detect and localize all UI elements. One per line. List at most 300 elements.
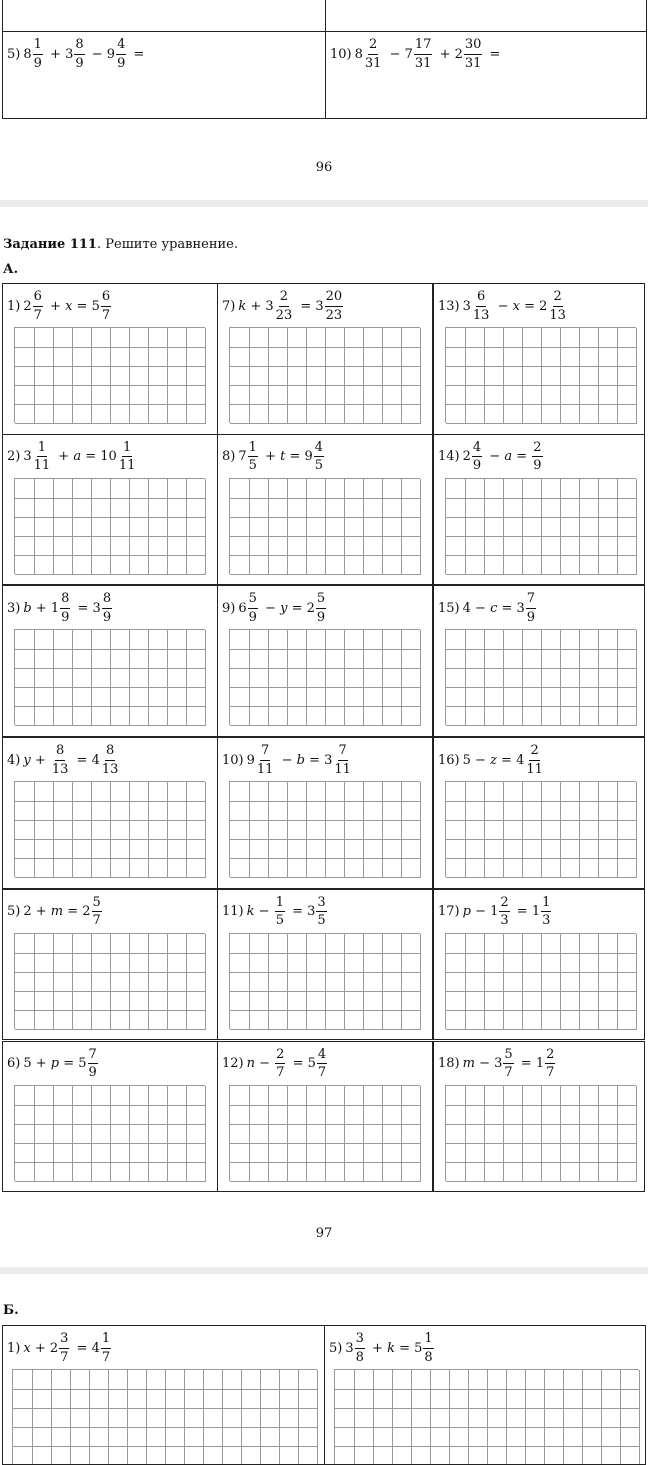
grid-cell: [503, 1105, 523, 1125]
grid-cell: [186, 1124, 206, 1144]
denominator: 8: [355, 1349, 364, 1365]
grid-cell: [15, 706, 35, 726]
grid-cell: [186, 1105, 206, 1125]
grid-cell: [186, 366, 206, 386]
grid-cell: [186, 782, 206, 802]
grid-cell: [344, 972, 364, 992]
grid-cell: [522, 1124, 542, 1144]
numerator: 2: [368, 38, 378, 55]
equation-5: [7, 896, 105, 928]
grid-cell: [325, 1010, 345, 1030]
grid-cell: [598, 404, 618, 424]
grid-cell: [203, 1370, 223, 1390]
grid-cell: [148, 801, 168, 821]
grid-cell: [325, 366, 345, 386]
expression-text: = 1: [512, 904, 541, 920]
grid-cell: [484, 668, 504, 688]
expression-text: 6: [238, 601, 247, 617]
expression-text: −: [493, 298, 513, 314]
grid-cell: [579, 630, 599, 650]
grid-cell: [617, 498, 637, 518]
grid-cell: [72, 649, 92, 669]
grid-cell: [186, 820, 206, 840]
grid-cell: [401, 782, 421, 802]
grid-cell: [401, 498, 421, 518]
grid-cell: [465, 801, 485, 821]
grid-cell: [541, 328, 561, 348]
expression-text: 2 +: [23, 904, 51, 920]
grid-cell: [72, 1105, 92, 1125]
numerator: 1: [541, 896, 551, 913]
grid-cell: [129, 972, 149, 992]
grid-cell: [53, 687, 73, 707]
grid-cell: [506, 1370, 526, 1390]
grid-cell: [230, 668, 250, 688]
grid-cell: [53, 536, 73, 556]
grid-cell: [468, 1370, 488, 1390]
grid-cell: [186, 630, 206, 650]
variable: k: [387, 1340, 395, 1356]
grid-cell: [503, 517, 523, 537]
grid-cell: [287, 858, 307, 878]
grid-cell: [110, 479, 130, 499]
grid-cell: [72, 1162, 92, 1182]
numerator: 1: [423, 1332, 433, 1349]
grid-cell: [503, 1086, 523, 1106]
grid-cell: [541, 498, 561, 518]
grid-cell: [344, 839, 364, 859]
expression-text: 3: [462, 298, 471, 314]
grid-cell: [582, 1370, 602, 1390]
fraction: [92, 896, 102, 928]
grid-cell: [465, 668, 485, 688]
grid-cell: [430, 1427, 450, 1447]
grid-cell: [230, 536, 250, 556]
grid-cell: [127, 1408, 147, 1428]
grid-cell: [241, 1408, 261, 1428]
expression-text: 7: [238, 449, 247, 465]
grid-cell: [34, 649, 54, 669]
grid-cell: [525, 1427, 545, 1447]
answer-grid: [445, 933, 636, 1029]
numerator: 1: [101, 1332, 111, 1349]
grid-cell: [268, 801, 288, 821]
grid-cell: [382, 953, 402, 973]
grid-cell: [465, 328, 485, 348]
grid-cell: [541, 1162, 561, 1182]
grid-cell: [72, 347, 92, 367]
denominator: 11: [334, 761, 351, 777]
grid-cell: [306, 972, 326, 992]
denominator: 23: [325, 307, 343, 323]
grid-cell: [167, 1105, 187, 1125]
grid-cell: [344, 820, 364, 840]
grid-cell: [287, 536, 307, 556]
grid-cell: [363, 934, 383, 954]
grid-cell: [91, 536, 111, 556]
grid-cell: [148, 479, 168, 499]
grid-cell: [34, 972, 54, 992]
grid-cell: [522, 858, 542, 878]
grid-cell: [110, 366, 130, 386]
expression-text: =: [512, 449, 532, 465]
grid-cell: [465, 536, 485, 556]
grid-cell: [617, 820, 637, 840]
grid-cell: [129, 366, 149, 386]
grid-cell: [325, 782, 345, 802]
grid-cell: [503, 1010, 523, 1030]
grid-cell: [484, 1162, 504, 1182]
variable: c: [490, 601, 498, 617]
grid-cell: [541, 934, 561, 954]
grid-cell: [401, 668, 421, 688]
grid-cell: [598, 991, 618, 1011]
grid-cell: [287, 1105, 307, 1125]
grid-cell: [522, 1105, 542, 1125]
grid-cell: [560, 782, 580, 802]
grid-cell: [344, 536, 364, 556]
grid-cell: [446, 1143, 466, 1163]
grid-cell: [446, 782, 466, 802]
grid-cell: [287, 801, 307, 821]
grid-cell: [560, 1105, 580, 1125]
grid-cell: [579, 991, 599, 1011]
grid-cell: [230, 934, 250, 954]
grid-cell: [72, 1086, 92, 1106]
grid-cell: [230, 801, 250, 821]
grid-cell: [260, 1427, 280, 1447]
equation-cell: [217, 434, 433, 586]
grid-cell: [148, 1010, 168, 1030]
grid-cell: [484, 347, 504, 367]
grid-cell: [563, 1427, 583, 1447]
grid-cell: [446, 649, 466, 669]
grid-cell: [446, 1086, 466, 1106]
grid-cell: [560, 347, 580, 367]
grid-cell: [617, 630, 637, 650]
grid-cell: [582, 1408, 602, 1428]
grid-cell: [325, 1162, 345, 1182]
grid-cell: [401, 1162, 421, 1182]
grid-cell: [541, 820, 561, 840]
grid-cell: [306, 385, 326, 405]
grid-cell: [363, 328, 383, 348]
denominator: 11: [256, 761, 274, 777]
grid-cell: [15, 328, 35, 348]
grid-cell: [484, 953, 504, 973]
grid-cell: [560, 404, 580, 424]
grid-cell: [598, 858, 618, 878]
grid-cell: [53, 479, 73, 499]
grid-cell: [91, 1086, 111, 1106]
grid-cell: [392, 1389, 412, 1409]
grid-cell: [560, 517, 580, 537]
equation-18: [438, 1048, 558, 1080]
grid-cell: [148, 687, 168, 707]
task-text: . Решите уравнение.: [96, 237, 239, 252]
grid-cell: [354, 1370, 374, 1390]
grid-cell: [579, 934, 599, 954]
grid-cell: [325, 536, 345, 556]
grid-cell: [91, 801, 111, 821]
grid-cell: [129, 1086, 149, 1106]
grid-cell: [91, 858, 111, 878]
grid-cell: [446, 536, 466, 556]
grid-cell: [53, 991, 73, 1011]
expression-text: 8: [354, 46, 363, 62]
numerator: 3: [316, 896, 326, 913]
grid-cell: [579, 858, 599, 878]
grid-cell: [129, 347, 149, 367]
grid-cell: [129, 801, 149, 821]
grid-cell: [344, 706, 364, 726]
grid-cell: [382, 687, 402, 707]
expression-text: 2: [23, 298, 32, 314]
grid-cell: [484, 555, 504, 575]
grid-cell: [579, 1086, 599, 1106]
grid-cell: [579, 347, 599, 367]
numerator: 20: [325, 290, 344, 307]
numerator: 6: [33, 290, 43, 307]
grid-cell: [363, 555, 383, 575]
grid-cell: [579, 706, 599, 726]
grid-cell: [167, 385, 187, 405]
grid-cell: [363, 858, 383, 878]
numerator: 1: [248, 441, 258, 458]
grid-cell: [363, 630, 383, 650]
problem-number: 10): [222, 752, 244, 768]
grid-cell: [91, 839, 111, 859]
grid-cell: [344, 1010, 364, 1030]
variable: n: [246, 1056, 255, 1072]
grid-cell: [53, 668, 73, 688]
grid-cell: [72, 498, 92, 518]
numerator: 2: [532, 441, 542, 458]
variable: p: [50, 1056, 60, 1072]
grid-cell: [203, 1427, 223, 1447]
grid-cell: [503, 328, 523, 348]
grid-cell: [249, 1105, 269, 1125]
grid-cell: [382, 555, 402, 575]
grid-cell: [287, 555, 307, 575]
grid-cell: [617, 1124, 637, 1144]
grid-cell: [34, 1105, 54, 1125]
grid-cell: [363, 839, 383, 859]
fraction: [526, 592, 536, 624]
grid-cell: [32, 1408, 52, 1428]
grid-cell: [484, 1143, 504, 1163]
grid-cell: [465, 649, 485, 669]
grid-cell: [325, 687, 345, 707]
grid-cell: [110, 1010, 130, 1030]
grid-cell: [617, 328, 637, 348]
equation-cell: [433, 889, 645, 1041]
grid-cell: [287, 839, 307, 859]
grid-cell: [382, 649, 402, 669]
grid-cell: [222, 1408, 242, 1428]
grid-cell: [598, 366, 618, 386]
grid-cell: [148, 858, 168, 878]
grid-cell: [465, 1143, 485, 1163]
grid-cell: [344, 858, 364, 878]
grid-cell: [249, 536, 269, 556]
numerator: 4: [317, 1048, 327, 1065]
grid-cell: [34, 555, 54, 575]
grid-cell: [363, 517, 383, 537]
grid-cell: [306, 536, 326, 556]
grid-cell: [601, 1427, 621, 1447]
problem-number: 11): [222, 904, 244, 920]
grid-cell: [53, 555, 73, 575]
grid-cell: [430, 1389, 450, 1409]
fraction: [414, 38, 433, 70]
grid-cell: [446, 630, 466, 650]
grid-cell: [287, 991, 307, 1011]
grid-cell: [579, 555, 599, 575]
grid-cell: [401, 801, 421, 821]
grid-cell: [167, 328, 187, 348]
grid-cell: [72, 517, 92, 537]
fraction: [317, 1048, 327, 1080]
grid-cell: [522, 706, 542, 726]
expression-text: = 5: [72, 298, 100, 314]
grid-cell: [373, 1408, 393, 1428]
grid-cell: [382, 782, 402, 802]
grid-cell: [110, 517, 130, 537]
grid-cell: [53, 347, 73, 367]
grid-cell: [344, 991, 364, 1011]
grid-cell: [110, 404, 130, 424]
grid-cell: [617, 1010, 637, 1030]
grid-cell: [522, 328, 542, 348]
grid-cell: [392, 1427, 412, 1447]
grid-cell: [598, 1143, 618, 1163]
grid-cell: [53, 820, 73, 840]
grid-cell: [34, 706, 54, 726]
denominator: 31: [414, 55, 432, 71]
grid-cell: [522, 687, 542, 707]
expression-text: −: [254, 904, 274, 920]
grid-cell: [91, 1105, 111, 1125]
grid-cell: [465, 385, 485, 405]
denominator: 7: [101, 307, 111, 323]
grid-cell: [617, 991, 637, 1011]
denominator: 5: [317, 913, 326, 929]
numerator: 5: [92, 896, 102, 913]
grid-cell: [249, 972, 269, 992]
grid-cell: [598, 687, 618, 707]
grid-cell: [186, 404, 206, 424]
grid-cell: [110, 498, 130, 518]
numerator: 5: [316, 592, 326, 609]
grid-cell: [617, 1162, 637, 1182]
numerator: 3: [355, 1332, 365, 1349]
expression-text: − 1: [470, 904, 499, 920]
denominator: 9: [472, 458, 482, 474]
expression-text: 4 −: [462, 601, 491, 617]
grid-cell: [465, 479, 485, 499]
grid-cell: [325, 328, 345, 348]
grid-cell: [91, 328, 111, 348]
grid-cell: [401, 953, 421, 973]
equation-cell: [433, 283, 645, 435]
grid-cell: [230, 972, 250, 992]
grid-cell: [15, 1086, 35, 1106]
grid-cell: [13, 1427, 33, 1447]
grid-cell: [108, 1370, 128, 1390]
grid-cell: [617, 517, 637, 537]
grid-cell: [72, 328, 92, 348]
grid-cell: [344, 801, 364, 821]
grid-cell: [582, 1427, 602, 1447]
grid-cell: [401, 1010, 421, 1030]
grid-cell: [53, 972, 73, 992]
grid-cell: [401, 385, 421, 405]
grid-cell: [522, 839, 542, 859]
grid-cell: [32, 1427, 52, 1447]
grid-cell: [167, 991, 187, 1011]
grid-cell: [15, 934, 35, 954]
grid-cell: [325, 801, 345, 821]
grid-cell: [560, 366, 580, 386]
answer-grid: [14, 781, 205, 877]
grid-cell: [446, 404, 466, 424]
grid-cell: [34, 517, 54, 537]
grid-cell: [15, 1105, 35, 1125]
grid-cell: [268, 555, 288, 575]
grid-cell: [449, 1370, 469, 1390]
grid-cell: [363, 801, 383, 821]
grid-cell: [15, 687, 35, 707]
grid-cell: [325, 953, 345, 973]
grid-cell: [184, 1408, 204, 1428]
grid-cell: [401, 1105, 421, 1125]
grid-cell: [382, 1105, 402, 1125]
grid-cell: [15, 782, 35, 802]
grid-cell: [110, 801, 130, 821]
grid-cell: [446, 385, 466, 405]
grid-cell: [148, 536, 168, 556]
grid-cell: [53, 649, 73, 669]
numerator: 7: [260, 744, 270, 761]
grid-cell: [373, 1427, 393, 1447]
variable: k: [238, 298, 247, 314]
grid-cell: [129, 555, 149, 575]
variable: a: [73, 449, 82, 465]
grid-cell: [363, 649, 383, 669]
grid-cell: [541, 385, 561, 405]
grid-cell: [230, 1010, 250, 1030]
grid-cell: [249, 1162, 269, 1182]
grid-cell: [363, 1086, 383, 1106]
grid-cell: [560, 934, 580, 954]
grid-cell: [91, 649, 111, 669]
grid-cell: [620, 1370, 640, 1390]
equation-cell: [433, 434, 645, 586]
grid-cell: [15, 1010, 35, 1030]
grid-cell: [268, 706, 288, 726]
grid-cell: [298, 1370, 318, 1390]
grid-cell: [148, 820, 168, 840]
fraction: [33, 290, 43, 322]
grid-cell: [110, 953, 130, 973]
grid-cell: [382, 404, 402, 424]
grid-cell: [203, 1408, 223, 1428]
grid-cell: [446, 858, 466, 878]
grid-cell: [186, 972, 206, 992]
grid-cell: [325, 517, 345, 537]
grid-cell: [541, 517, 561, 537]
